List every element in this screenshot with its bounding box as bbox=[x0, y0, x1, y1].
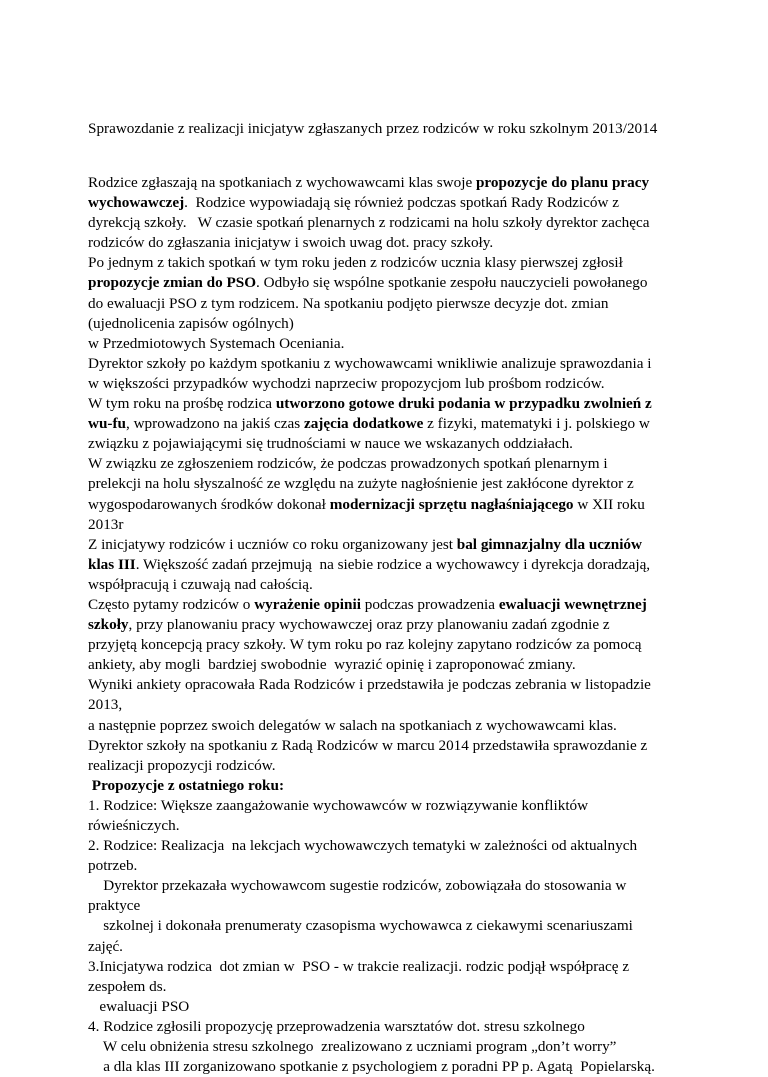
text-segment: podczas prowadzenia bbox=[360, 595, 499, 613]
text-line bbox=[88, 997, 688, 1017]
text-line bbox=[88, 876, 688, 896]
text-segment: zespołem ds. bbox=[88, 977, 167, 995]
text-segment: Wyniki ankiety opracowała Rada Rodziców i przedstawiła je podczas zebrania w listopadzie bbox=[88, 676, 651, 694]
text-line bbox=[88, 796, 688, 816]
text-segment: Dyrektor przekazała wychowawcom sugestie rodziców, zobowiązała do stosowania w bbox=[88, 877, 627, 895]
text-segment: Dyrektor szkoły po każdym spotkaniu z wychowawcami wnikliwie analizuje sprawozdania i bbox=[88, 354, 652, 372]
text-segment: a następnie poprzez swoich delegatów w salach na spotkaniach z wychowawcami klas. bbox=[88, 716, 617, 734]
text-segment: a dla klas III zorganizowano spotkanie z psychologiem z poradni PP p. Agatą Popielarską. bbox=[88, 1058, 655, 1076]
bold-text-segment: modernizacji sprzętu nagłaśniającego bbox=[329, 495, 574, 513]
bold-text-segment: propozycje zmian do PSO bbox=[88, 274, 257, 292]
text-segment: w XII roku bbox=[573, 495, 645, 513]
text-line bbox=[88, 896, 688, 916]
bold-text-segment: Propozycje z ostatniego roku: bbox=[88, 776, 284, 794]
text-line bbox=[88, 515, 688, 535]
text-segment: wygospodarowanych środków dokonał bbox=[88, 495, 330, 513]
text-segment: w większości przypadków wychodzi naprzeciw propozycjom lub prośbom rodziców. bbox=[88, 374, 605, 392]
text-line bbox=[88, 1037, 688, 1057]
text-line bbox=[88, 193, 688, 213]
text-segment: 4. Rodzice zgłosili propozycję przeprowadzenia warsztatów dot. stresu szkolnego bbox=[88, 1017, 585, 1035]
text-segment: 2013r bbox=[88, 515, 124, 533]
document-title: Sprawozdanie z realizacji inicjatyw zgłaszanych przez rodziców w roku szkolnym 2013/2014 bbox=[88, 120, 658, 137]
text-segment: prelekcji na holu słyszalność ze względu na zużyte nagłośnienie jest zakłócone dyrektor z bbox=[88, 475, 634, 493]
text-line bbox=[88, 957, 688, 977]
text-segment: ankiety, aby mogli bardziej swobodnie wyrazić opinię i zaproponować zmiany. bbox=[88, 656, 576, 674]
text-segment: Często pytamy rodziców o bbox=[88, 595, 255, 613]
text-line bbox=[88, 776, 688, 796]
text-segment: związku z pojawiającymi się trudnościami w nauce we wskazanych oddziałach. bbox=[88, 435, 573, 453]
bold-text-segment: ewaluacji wewnętrznej bbox=[498, 595, 647, 613]
text-line bbox=[88, 615, 688, 635]
text-line bbox=[88, 394, 688, 414]
text-segment: współpracują i czuwają nad całością. bbox=[88, 575, 313, 593]
text-line bbox=[88, 273, 688, 293]
text-line bbox=[88, 716, 688, 736]
text-line bbox=[88, 294, 688, 314]
text-line bbox=[88, 595, 688, 615]
text-line bbox=[88, 937, 688, 957]
text-segment: . Większość zadań przejmują na siebie rodzice a wychowawcy i dyrekcja doradzają, bbox=[135, 555, 651, 573]
text-line bbox=[88, 474, 688, 494]
bold-text-segment: utworzono gotowe druki podania w przypadku zwolnień z bbox=[275, 395, 652, 413]
text-segment: . Odbyło się wspólne spotkanie zespołu nauczycieli powołanego bbox=[256, 274, 648, 292]
text-line bbox=[88, 434, 688, 454]
text-line bbox=[88, 314, 688, 334]
text-segment: 1. Rodzice: Większe zaangażowanie wychowawców w rozwiązywanie konfliktów bbox=[88, 796, 589, 814]
text-segment: potrzeb. bbox=[88, 857, 138, 875]
text-line bbox=[88, 354, 688, 374]
text-segment: W tym roku na prośbę rodzica bbox=[88, 395, 276, 413]
text-segment: , przy planowaniu pracy wychowawczej oraz przy planowaniu zadań zgodnie z bbox=[128, 616, 610, 634]
text-line bbox=[88, 233, 688, 253]
text-line bbox=[88, 756, 688, 776]
text-line bbox=[88, 736, 688, 756]
text-line bbox=[88, 836, 688, 856]
text-segment: W związku ze zgłoszeniem rodziców, że podczas prowadzonych spotkań plenarnym i bbox=[88, 455, 608, 473]
bold-text-segment: klas III bbox=[88, 555, 136, 573]
text-line bbox=[88, 495, 688, 515]
text-segment: dyrekcją szkoły. W czasie spotkań plenarnych z rodzicami na holu szkoły dyrektor zachęca bbox=[88, 214, 650, 232]
text-segment: do ewaluacji PSO z tym rodzicem. Na spotkaniu podjęto pierwsze decyzje dot. zmian bbox=[88, 294, 609, 312]
text-line bbox=[88, 575, 688, 595]
text-line bbox=[88, 816, 688, 836]
text-line bbox=[88, 675, 688, 695]
text-line bbox=[88, 635, 688, 655]
text-line bbox=[88, 1017, 688, 1037]
text-segment: przyjętą koncepcją pracy szkoły. W tym roku po raz kolejny zapytano rodziców za pomocą bbox=[88, 636, 642, 654]
text-segment: , wprowadzono na jakiś czas bbox=[125, 415, 304, 433]
text-segment: Dyrektor szkoły na spotkaniu z Radą Rodziców w marcu 2014 przedstawiła sprawozdanie z bbox=[88, 736, 648, 754]
text-segment: . Rodzice wypowiadają się również podczas spotkań Rady Rodziców z bbox=[184, 194, 619, 212]
text-line bbox=[88, 695, 688, 715]
text-segment: 3.Inicjatywa rodzica dot zmian w PSO - w trakcie realizacji. rodzic podjął współpracę z bbox=[88, 957, 630, 975]
text-segment: Z inicjatywy rodziców i uczniów co roku organizowany jest bbox=[88, 535, 457, 553]
text-segment: (ujednolicenia zapisów ogólnych) bbox=[88, 314, 294, 332]
text-line bbox=[88, 253, 688, 273]
text-segment: 2013, bbox=[88, 696, 123, 714]
bold-text-segment: bal gimnazjalny dla uczniów bbox=[456, 535, 642, 553]
bold-text-segment: wu-fu bbox=[88, 415, 126, 433]
text-line bbox=[88, 916, 688, 936]
text-segment: 2. Rodzice: Realizacja na lekcjach wychowawczych tematyki w zależności od aktualnych bbox=[88, 837, 638, 855]
text-segment: zajęć. bbox=[88, 937, 123, 955]
text-line bbox=[88, 374, 688, 394]
text-segment: w Przedmiotowych Systemach Oceniania. bbox=[88, 334, 345, 352]
bold-text-segment: szkoły bbox=[88, 616, 129, 634]
text-line bbox=[88, 173, 688, 193]
text-segment: ewaluacji PSO bbox=[88, 997, 190, 1015]
text-line bbox=[88, 334, 688, 354]
text-line bbox=[88, 454, 688, 474]
text-segment: realizacji propozycji rodziców. bbox=[88, 756, 276, 774]
text-line bbox=[88, 555, 688, 575]
text-segment: rówieśniczych. bbox=[88, 817, 180, 834]
text-line bbox=[88, 655, 688, 675]
text-segment: Po jednym z takich spotkań w tym roku jeden z rodziców ucznia klasy pierwszej zgłosił bbox=[88, 254, 623, 272]
bold-text-segment: zajęcia dodatkowe bbox=[303, 415, 424, 433]
text-segment: z fizyki, matematyki i j. polskiego w bbox=[423, 415, 650, 433]
bold-text-segment: propozycje do planu pracy bbox=[475, 174, 650, 191]
document-body bbox=[88, 173, 688, 1077]
text-segment: Rodzice zgłaszają na spotkaniach z wychowawcami klas swoje bbox=[88, 174, 476, 191]
text-line bbox=[88, 213, 688, 233]
text-segment: rodziców do zgłaszania inicjatyw i swoich uwag dot. pracy szkoły. bbox=[88, 234, 494, 252]
text-segment: W celu obniżenia stresu szkolnego zrealizowano z uczniami program „don’t worry” bbox=[88, 1038, 617, 1056]
text-line bbox=[88, 414, 688, 434]
text-segment: praktyce bbox=[88, 897, 141, 915]
bold-text-segment: wyrażenie opinii bbox=[254, 595, 361, 613]
text-segment: szkolnej i dokonała prenumeraty czasopisma wychowawca z ciekawymi scenariuszami bbox=[88, 917, 633, 935]
bold-text-segment: wychowawczej bbox=[88, 194, 185, 212]
text-line bbox=[88, 1057, 688, 1077]
text-line bbox=[88, 535, 688, 555]
text-line bbox=[88, 856, 688, 876]
